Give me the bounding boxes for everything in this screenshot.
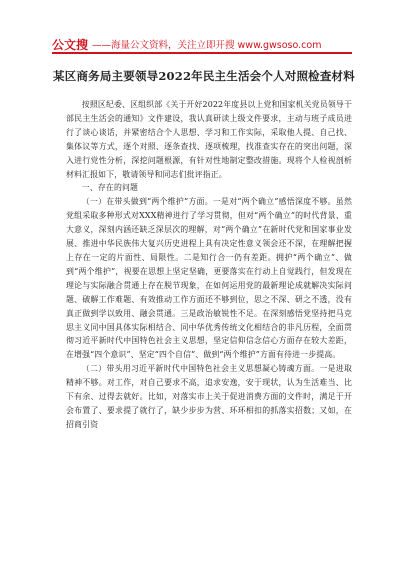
issue-paragraph-1: （一）在带头做到“两个维护”方面。一是对“两个确立”感悟深度不够。虽然党组采取多种形式对XXX精神进行了学习贯彻，但对“两个确立”的时代背景、重大意义，深刻内涵还缺乏深层次的理解，对“两个确立”在新时代党和国家事业发展、推进中华民族伟大复兴历史进程上具有决定性意义领会还不深，在理解把握上存在一定的片面性、局限性。二是知行合一仍有差距。拥护“两个确立”、做到“两个维护”，视要在思想上坚定坚确，更要落实在行动上自觉践行，但发现在理论与实际融合贯通上存在脱节现象，在如何运用党的最新理论成就解决实际问题、破解工作难题、有效推动工作方面还不够到位，思之不深、研之不透，没有真正做到学以致用、融会贯通。三是政治敏锐性不足。在深刻感悟党坚持把马克思主义同中国具体实际相结合、同中华优秀传统文化相结合的非凡历程，全面贯彻习近平新时代中国特色社会主义思想，坚定信仰信念信心方面存在较大差距，在增强“四个意识”、坚定“四个自信”、做到“两个维护”方面有待进一步提高。 xyxy=(66,197,352,360)
header-divider xyxy=(52,52,352,54)
watermark-header xyxy=(52,30,352,52)
brand-logo[interactable]: 公文搜 xyxy=(52,38,89,52)
document-title: 某区商务局主要领导2022年民主生活会个人对照检查材料 xyxy=(53,69,355,83)
header-tagline[interactable]: ——海量公文资料，关注立即开搜 www.gwsoso.com xyxy=(92,40,322,51)
intro-paragraph: 按照区纪委、区组织部《关于开好2022年度县以上党和国家机关党员领导干部民主生活会的通知》文件建设，我认真研读上级文件要求，主动与班子成员进行了谈心谈话，并紧密结合个人思想、学习和工作实际，采取他人提、自己找、集体议等方式，逐个对照、逐条查找、逐项梳理，找准查实存在的突出问题，深入进行党性分析，深挖问题根源，有针对性地制定整改措施。现将个人检视剖析材料汇报如下，敬请领导和同志们批评指正。 xyxy=(66,100,352,179)
issue-paragraph-2: （二）带头用习近平新时代中国特色社会主义思想凝心铸魂方面。一是进取精神不够。对工作，对自己要求不高，追求安逸，安于现状，认为生活难当、比下有余、过得去就好。比如，对落实市上关于促进消费方面的文件时，满足于开会布置了、要求提了就行了，缺少步步为营、环环相扣的抓落实招数；又如，在招商引资 xyxy=(66,364,352,429)
document-body xyxy=(66,98,352,432)
section-heading: 一、存在的问题 xyxy=(81,183,139,193)
